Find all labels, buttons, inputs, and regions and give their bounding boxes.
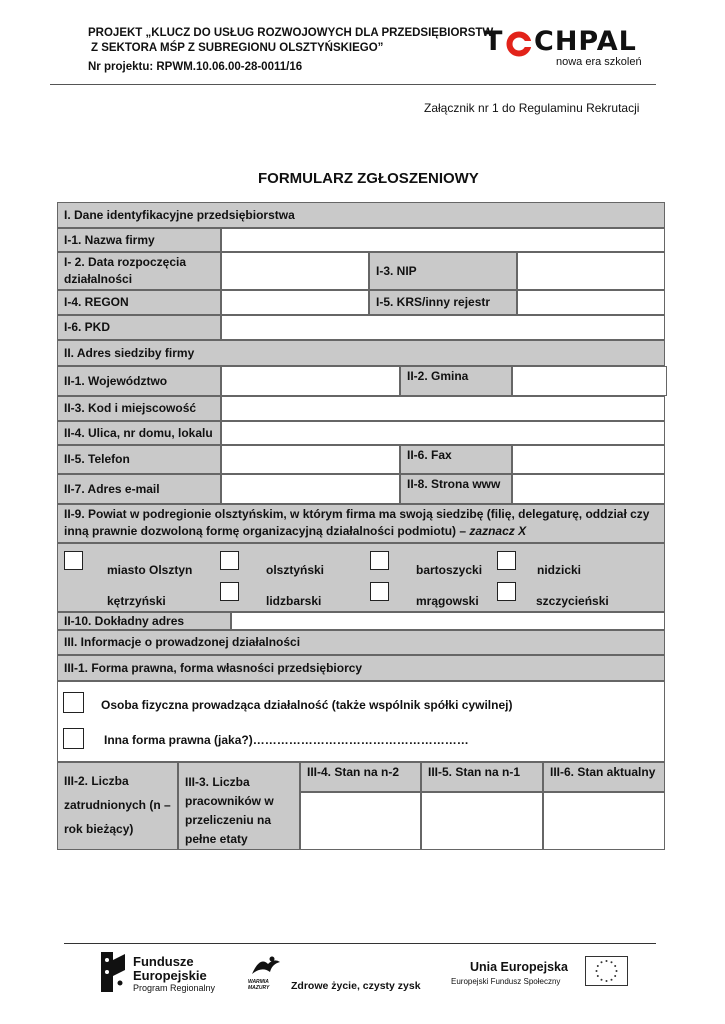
www-field[interactable] [512, 474, 665, 504]
section-3-header: III. Informacje o prowadzonej działalności [57, 630, 665, 655]
legal-form-option-other: Inna forma prawna (jaka?)……………………………………………… [104, 733, 469, 747]
warmia-line2: MAZURY [248, 985, 270, 991]
section-2-header: II. Adres siedziby firmy [57, 340, 665, 366]
warmia-mazury-icon [250, 954, 282, 980]
county-label-olsztynski: olsztyński [266, 563, 325, 577]
phone-label: II-5. Telefon [57, 445, 221, 474]
county-label-bartoszycki: bartoszycki [416, 563, 483, 577]
county-question-text: II-9. Powiat w podregionie olsztyńskim, w którym firma ma swoją siedzibę (filię, delegaturę, oddział czy inną prawnie dozwoloną formę organizacyjną działalności podmiotu) – [64, 507, 650, 538]
pkd-field[interactable] [221, 315, 665, 340]
warmia-line1: WARMIA [248, 979, 269, 985]
exact-address-field[interactable] [231, 612, 665, 630]
section-1-header: I. Dane identyfikacyjne przedsiębiorstwa [57, 202, 665, 228]
commune-label: II-2. Gmina [400, 366, 512, 396]
company-name-field[interactable] [221, 228, 665, 252]
fax-label: II-6. Fax [400, 445, 512, 474]
project-number: Nr projektu: RPWM.10.06.00-28-0011/16 [88, 61, 303, 73]
commune-field[interactable] [512, 366, 667, 396]
legal-form-options [57, 681, 665, 762]
county-question-hint: zaznacz X [469, 524, 527, 538]
county-label-nidzicki: nidzicki [537, 563, 582, 577]
exact-address-label: II-10. Dokładny adres [57, 612, 231, 630]
logo-text-right: CHPAL [534, 26, 637, 57]
street-field[interactable] [221, 421, 665, 445]
county-checkbox-lidzbarski[interactable] [220, 582, 239, 601]
project-title-line1: PROJEKT „KLUCZ DO USŁUG ROZWOJOWYCH DLA PRZEDSIĘBIORSTW [88, 27, 494, 39]
voivodeship-field[interactable] [221, 366, 400, 396]
start-date-field[interactable] [221, 252, 369, 290]
eu-subtitle: Europejski Fundusz Społeczny [451, 977, 561, 986]
eu-flag-icon [585, 956, 628, 986]
county-checkbox-olsztynski[interactable] [220, 551, 239, 570]
form-title: FORMULARZ ZGŁOSZENIOWY [258, 170, 479, 187]
footer-divider [64, 943, 656, 944]
www-label: II-8. Strona www [400, 474, 512, 504]
county-checkbox-olsztyn[interactable] [64, 551, 83, 570]
nip-label: I-3. NIP [369, 252, 517, 290]
pkd-label: I-6. PKD [57, 315, 221, 340]
legal-form-option-individual: Osoba fizyczna prowadząca działalność (także wspólnik spółki cywilnej) [101, 698, 513, 712]
attachment-note: Załącznik nr 1 do Regulaminu Rekrutacji [424, 101, 640, 115]
header-divider [50, 84, 656, 85]
fax-field[interactable] [512, 445, 665, 474]
nip-field[interactable] [517, 252, 665, 290]
state-n1-field[interactable] [421, 792, 543, 850]
legal-form-checkbox-other[interactable] [63, 728, 84, 749]
krs-field[interactable] [517, 290, 665, 315]
phone-field[interactable] [221, 445, 400, 474]
company-name-label: I-1. Nazwa firmy [57, 228, 221, 252]
logo-tagline: nowa era szkoleń [556, 56, 642, 68]
fe-line3: Program Regionalny [133, 983, 216, 993]
employment-label: III-2. Liczba zatrudnionych (n – rok bieżący) [57, 762, 178, 850]
krs-label: I-5. KRS/inny rejestr [369, 290, 517, 315]
street-label: II-4. Ulica, nr domu, lokalu [57, 421, 221, 445]
county-checkbox-bartoszycki[interactable] [370, 551, 389, 570]
voivodeship-label: II-1. Województwo [57, 366, 221, 396]
county-label-mragowski: mrągowski [416, 594, 479, 608]
county-checkbox-szczycienski[interactable] [497, 582, 516, 601]
regon-label: I-4. REGON [57, 290, 221, 315]
logo-ring-icon [506, 31, 532, 57]
county-label-szczycienski: szczycieński [536, 594, 609, 608]
legal-form-checkbox-individual[interactable] [63, 692, 84, 713]
fe-line2: Europejskie [133, 968, 207, 983]
state-n1-header: III-5. Stan na n-1 [421, 762, 543, 792]
county-label-lidzbarski: lidzbarski [266, 594, 322, 608]
fundusze-europejskie-icon [99, 950, 127, 994]
project-title-line2: Z SEKTORA MŚP Z SUBREGIONU OLSZTYŃSKIEGO” [91, 42, 384, 54]
techpal-logo [484, 26, 644, 74]
start-date-label: I- 2. Data rozpoczęcia działalności [57, 252, 221, 290]
eu-title: Unia Europejska [470, 960, 568, 974]
state-current-field[interactable] [543, 792, 665, 850]
county-label-ketrzynski: kętrzyński [107, 594, 166, 608]
postcode-field[interactable] [221, 396, 665, 421]
county-checkbox-mragowski[interactable] [370, 582, 389, 601]
regon-field[interactable] [221, 290, 369, 315]
slogan: Zdrowe życie, czysty zysk [291, 980, 421, 992]
postcode-label: II-3. Kod i miejscowość [57, 396, 221, 421]
county-question [57, 504, 665, 543]
legal-form-label: III-1. Forma prawna, forma własności przedsiębiorcy [57, 655, 665, 681]
county-checkbox-nidzicki[interactable] [497, 551, 516, 570]
fte-label: III-3. Liczba pracowników w przeliczeniu na pełne etaty [178, 762, 300, 850]
state-current-header: III-6. Stan aktualny [543, 762, 665, 792]
logo-text-left: T [484, 26, 504, 57]
email-field[interactable] [221, 474, 400, 504]
fe-line1: Fundusze [133, 954, 194, 969]
state-n2-field[interactable] [300, 792, 421, 850]
email-label: II-7. Adres e-mail [57, 474, 221, 504]
state-n2-header: III-4. Stan na n-2 [300, 762, 421, 792]
county-label-olsztyn: miasto Olsztyn [107, 563, 193, 577]
